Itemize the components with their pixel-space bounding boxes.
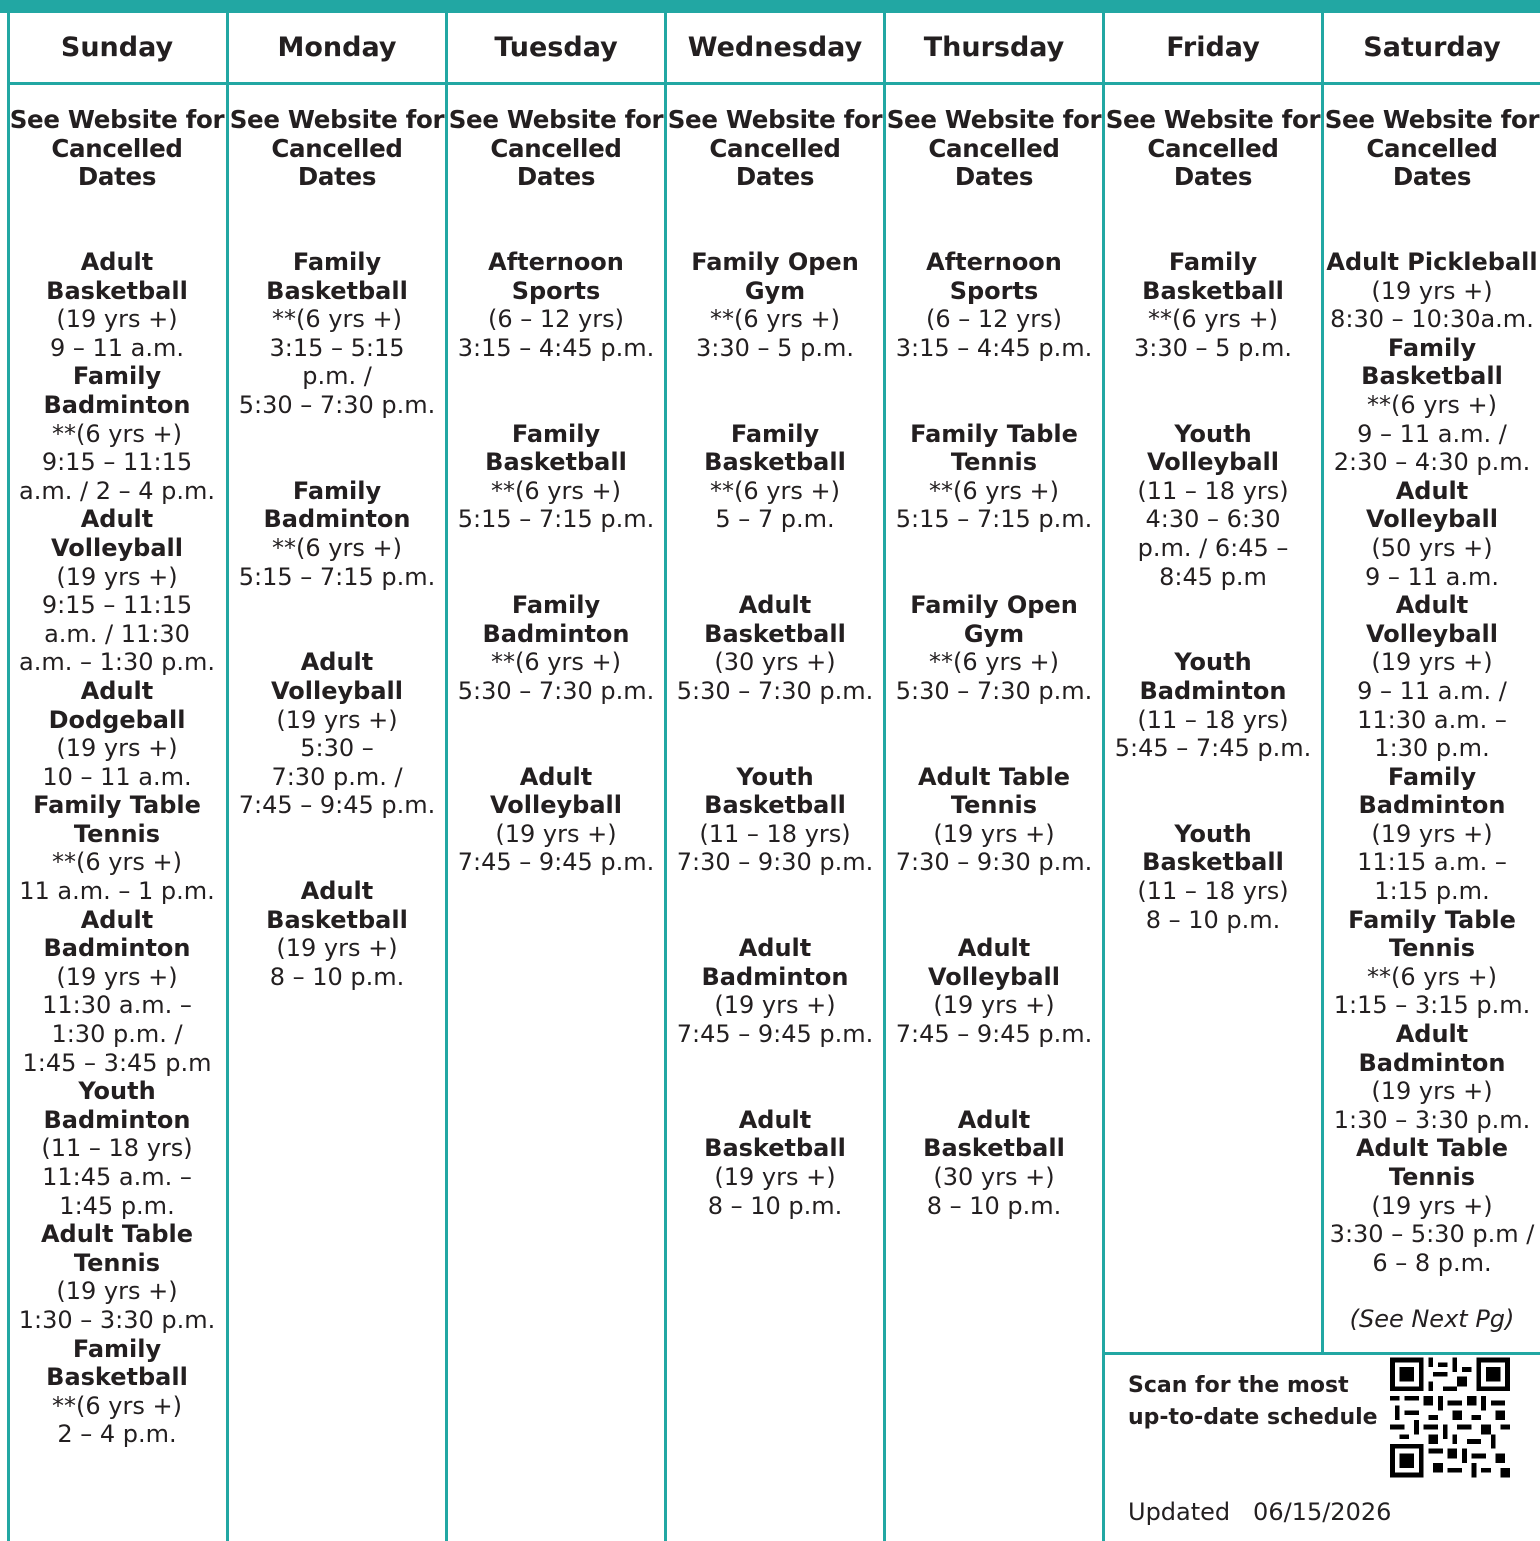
activity-item [1324, 763, 1540, 906]
activity-hours: 8 – 10 p.m. [269, 962, 405, 991]
activity-hours: 5:15 – 7:15 p.m. [238, 562, 436, 591]
activity-hours: 11:30 a.m. – [42, 991, 192, 1020]
activity-item [448, 763, 664, 877]
cancelled-note-line: Dates [516, 162, 596, 192]
spacer [448, 534, 664, 591]
activity-item [886, 1106, 1102, 1220]
activity-title: Youth [1174, 648, 1252, 677]
activity-hours: 7:45 – 9:45 p.m. [676, 1020, 874, 1049]
activity-item [667, 763, 883, 877]
activity-title: Afternoon [926, 248, 1062, 276]
activity-hours: 7:45 – 9:45 p.m. [238, 791, 436, 820]
activity-title: Family [1387, 762, 1477, 791]
activity-item [667, 1106, 883, 1220]
activity-hours: 7:45 – 9:45 p.m. [457, 848, 655, 877]
cancelled-note-line: Cancelled [709, 133, 841, 163]
activity-item [667, 420, 883, 534]
activity-title: Tennis [1388, 934, 1476, 963]
activity-title: Adult [957, 934, 1031, 963]
activity-title: Adult [80, 676, 154, 705]
activity-hours: 5:30 – 7:30 p.m. [457, 676, 655, 705]
activity-title: Adult Pickleball [1326, 248, 1538, 276]
activity-title: Adult [300, 648, 374, 677]
activity-hours: 3:15 – 4:45 p.m. [457, 333, 655, 362]
activity-age: (11 – 18 yrs) [699, 819, 851, 848]
activity-title: Sports [949, 276, 1039, 305]
activity-title: Volleyball [1147, 448, 1279, 477]
activity-hours: 8 – 10 p.m. [926, 1191, 1062, 1220]
activity-title: Family Table [33, 791, 201, 820]
activity-title: Family [511, 419, 601, 448]
activity-title: Afternoon [488, 248, 624, 276]
activity-hours: 1:30 p.m. [1374, 734, 1490, 763]
activity-item [229, 477, 445, 591]
cancelled-dates-note [886, 106, 1102, 192]
activity-hours: 3:30 – 5 p.m. [696, 333, 854, 362]
activity-list [1324, 248, 1540, 1334]
spacer [667, 362, 883, 419]
activity-title: Family [292, 476, 382, 505]
activity-title: Basketball [1142, 276, 1284, 305]
cancelled-note-line: Cancelled [490, 133, 622, 163]
activity-hours: 9 – 11 a.m. [49, 333, 185, 362]
activity-item [1105, 648, 1321, 762]
activity-title: Badminton [482, 619, 630, 648]
cancelled-note-line: Dates [954, 162, 1034, 192]
activity-title: Tennis [73, 819, 161, 848]
activity-age: **(6 yrs +) [52, 1391, 182, 1420]
activity-hours: 2:30 – 4:30 p.m. [1333, 448, 1531, 477]
cancelled-note-line: See Website for [1105, 105, 1321, 134]
activity-title: Dodgeball [48, 705, 186, 734]
activity-list [667, 248, 883, 1220]
activity-title: Badminton [263, 505, 411, 534]
activity-hours: 9 – 11 a.m. [1364, 562, 1500, 591]
activity-age: (11 – 18 yrs) [1137, 705, 1289, 734]
activity-hours: 5:30 – 7:30 p.m. [238, 390, 436, 419]
day-header: Tuesday [494, 32, 618, 63]
updated-label: Updated [1128, 1498, 1231, 1526]
activity-hours: 7:45 – 9:45 p.m. [895, 1020, 1093, 1049]
activity-title: Basketball [46, 276, 188, 305]
activity-title: Family Table [1348, 905, 1516, 934]
activity-title: Family [730, 419, 820, 448]
activity-hours: 1:45 – 3:45 p.m [22, 1048, 212, 1077]
activity-title: Adult [738, 934, 812, 963]
activity-title: Badminton [1358, 791, 1506, 820]
activity-age: (6 – 12 yrs) [926, 305, 1062, 334]
activity-title: Gym [744, 276, 806, 305]
cancelled-dates-note [667, 106, 883, 192]
activity-item [0, 248, 234, 362]
activity-hours: 1:30 – 3:30 p.m. [1333, 1105, 1531, 1134]
activity-hours: 11:15 a.m. – [1357, 848, 1507, 877]
activity-age: **(6 yrs +) [272, 305, 402, 334]
activity-age: (30 yrs +) [714, 648, 836, 677]
cancelled-note-line: See Website for [448, 105, 664, 134]
activity-item [0, 906, 234, 1078]
activity-age: **(6 yrs +) [929, 648, 1059, 677]
activity-hours: 7:30 – 9:30 p.m. [895, 848, 1093, 877]
activity-hours: 7:30 – 9:30 p.m. [676, 848, 874, 877]
activity-title: Volleyball [490, 791, 622, 820]
activity-hours: 10 – 11 a.m. [42, 762, 192, 791]
activity-age: (19 yrs +) [56, 1277, 178, 1306]
activity-title: Adult [1395, 476, 1469, 505]
spacer [886, 1049, 1102, 1106]
cancelled-dates-note [0, 106, 234, 192]
day-header: Wednesday [687, 32, 863, 63]
qr-section [1104, 1355, 1540, 1541]
activity-hours: 6 – 8 p.m. [1372, 1248, 1492, 1277]
spacer [229, 420, 445, 477]
activity-item [1105, 420, 1321, 592]
activity-title: Family Open [691, 248, 859, 276]
day-header: Friday [1166, 32, 1260, 63]
cancelled-note-line: Dates [735, 162, 815, 192]
activity-hours: 5 – 7 p.m. [715, 505, 835, 534]
activity-title: Family [292, 248, 382, 276]
cancelled-note-line: Dates [1392, 162, 1472, 192]
activity-title: Volleyball [51, 533, 183, 562]
activity-age: (19 yrs +) [56, 305, 178, 334]
cancelled-dates-note [1105, 106, 1321, 192]
cancelled-note-line: Cancelled [1147, 133, 1279, 163]
activity-title: Volleyball [928, 962, 1060, 991]
spacer [1105, 591, 1321, 648]
activity-hours: 3:15 – 4:45 p.m. [895, 333, 1093, 362]
spacer [229, 820, 445, 877]
activity-item [886, 248, 1102, 362]
activity-item [0, 677, 234, 791]
activity-age: **(6 yrs +) [1148, 305, 1278, 334]
activity-list [448, 248, 664, 877]
activity-title: Tennis [73, 1248, 161, 1277]
activity-hours: p.m. / 6:45 – [1137, 533, 1289, 562]
activity-item [448, 248, 664, 362]
spacer [448, 362, 664, 419]
activity-title: Basketball [704, 791, 846, 820]
qr-code-icon[interactable] [1390, 1355, 1510, 1480]
activity-item [1324, 334, 1540, 477]
activity-title: Family Table [910, 419, 1078, 448]
activity-age: (19 yrs +) [1371, 648, 1493, 677]
activity-title: Tennis [1388, 1163, 1476, 1191]
activity-hours: 11:45 a.m. – [42, 1163, 192, 1191]
cancelled-note-line: Dates [297, 162, 377, 192]
activity-hours: 2 – 4 p.m. [57, 1420, 177, 1449]
activity-age: (19 yrs +) [714, 1163, 836, 1191]
day-header: Sunday [60, 32, 174, 63]
activity-title: Adult [80, 248, 154, 276]
activity-hours: p.m. / [302, 362, 372, 391]
activity-title: Adult [1395, 591, 1469, 620]
activity-title: Badminton [43, 934, 191, 963]
activity-age: (11 – 18 yrs) [1137, 476, 1289, 505]
activity-item [0, 791, 234, 905]
activity-item [448, 591, 664, 705]
activity-hours: 1:45 p.m. [59, 1191, 175, 1220]
activity-title: Gym [963, 619, 1025, 648]
cancelled-note-line: See Website for [229, 105, 445, 134]
see-next-page-note: (See Next Pg) [1349, 1305, 1515, 1334]
day-header: Saturday [1363, 32, 1501, 63]
activity-hours: 9 – 11 a.m. / [1357, 419, 1507, 448]
activity-title: Adult [300, 877, 374, 906]
activity-hours: 11 a.m. – 1 p.m. [19, 877, 215, 906]
activity-item [0, 505, 234, 677]
activity-title: Basketball [923, 1134, 1065, 1163]
activity-item [667, 248, 883, 362]
activity-hours: 3:15 – 5:15 [269, 333, 405, 362]
activity-age: (19 yrs +) [495, 819, 617, 848]
spacer [886, 706, 1102, 763]
activity-item [1324, 1020, 1540, 1134]
header-bar [0, 0, 1540, 13]
cancelled-dates-note [229, 106, 445, 192]
activity-title: Adult [738, 1105, 812, 1134]
spacer [448, 706, 664, 763]
activity-hours: 5:15 – 7:15 p.m. [895, 505, 1093, 534]
activity-age: (19 yrs +) [1371, 1077, 1493, 1106]
activity-hours: a.m. / 2 – 4 p.m. [19, 476, 215, 505]
activity-list [229, 248, 445, 991]
activity-title: Family [72, 1334, 162, 1363]
activity-hours: 5:30 – 7:30 p.m. [895, 676, 1093, 705]
activity-title: Adult [1395, 1020, 1469, 1049]
spacer [886, 877, 1102, 934]
activity-title: Youth [736, 762, 814, 791]
activity-title: Tennis [950, 791, 1038, 820]
activity-item [1324, 906, 1540, 1020]
activity-age: (19 yrs +) [1371, 819, 1493, 848]
activity-item [229, 648, 445, 820]
activity-age: (19 yrs +) [714, 991, 836, 1020]
activity-hours: 4:30 – 6:30 [1145, 505, 1281, 534]
activity-item [1324, 1134, 1540, 1277]
cancelled-note-line: Cancelled [1366, 133, 1498, 163]
activity-item [1324, 591, 1540, 763]
spacer [667, 706, 883, 763]
activity-title: Adult [519, 762, 593, 791]
activity-age: (19 yrs +) [56, 734, 178, 763]
cancelled-note-line: See Website for [886, 105, 1102, 134]
activity-hours: 1:15 – 3:15 p.m. [1333, 991, 1531, 1020]
activity-hours: 3:30 – 5:30 p.m / [1329, 1220, 1535, 1249]
activity-item [448, 420, 664, 534]
activity-age: **(6 yrs +) [52, 848, 182, 877]
activity-list [0, 248, 234, 1449]
activity-title: Badminton [1139, 676, 1287, 705]
cancelled-note-line: See Website for [1324, 105, 1540, 134]
activity-hours: 8:30 – 10:30a.m. [1330, 305, 1534, 334]
activity-item [886, 934, 1102, 1048]
activity-title: Tennis [950, 448, 1038, 477]
activity-title: Family Open [910, 591, 1078, 620]
cancelled-note-line: See Website for [9, 105, 225, 134]
activity-title: Basketball [485, 448, 627, 477]
day-header: Monday [277, 32, 397, 63]
activity-item [886, 420, 1102, 534]
activity-title: Volleyball [1366, 619, 1498, 648]
activity-hours: a.m. – 1:30 p.m. [19, 648, 215, 677]
spacer [886, 534, 1102, 591]
activity-hours: 3:30 – 5 p.m. [1134, 333, 1292, 362]
activity-title: Family [1168, 248, 1258, 276]
activity-age: **(6 yrs +) [272, 533, 402, 562]
activity-title: Adult [80, 505, 154, 534]
cancelled-dates-note [448, 106, 664, 192]
activity-item [1105, 820, 1321, 934]
activity-age: **(6 yrs +) [929, 476, 1059, 505]
activity-title: Basketball [266, 276, 408, 305]
activity-title: Basketball [1142, 848, 1284, 877]
activity-age: **(6 yrs +) [710, 305, 840, 334]
activity-title: Basketball [704, 1134, 846, 1163]
activity-age: (19 yrs +) [1371, 1191, 1493, 1220]
activity-item [0, 1335, 234, 1449]
activity-age: (19 yrs +) [933, 819, 1055, 848]
cancelled-note-line: Cancelled [271, 133, 403, 163]
activity-title: Volleyball [271, 676, 403, 705]
cancelled-note-line: See Website for [667, 105, 883, 134]
cancelled-dates-note [1324, 106, 1540, 192]
scan-text: Scan for the most up-to-date schedule [1128, 1373, 1378, 1430]
activity-age: **(6 yrs +) [1367, 390, 1497, 419]
activity-title: Basketball [704, 619, 846, 648]
spacer [886, 362, 1102, 419]
spacer [667, 1049, 883, 1106]
spacer [667, 534, 883, 591]
activity-hours: 1:30 – 3:30 p.m. [18, 1305, 216, 1334]
activity-list [886, 248, 1102, 1220]
activity-title: Youth [1174, 419, 1252, 448]
activity-title: Sports [511, 276, 601, 305]
activity-title: Adult [80, 905, 154, 934]
activity-hours: 5:45 – 7:45 p.m. [1114, 734, 1312, 763]
activity-title: Adult [957, 1105, 1031, 1134]
activity-item [886, 591, 1102, 705]
activity-age: (11 – 18 yrs) [41, 1134, 193, 1163]
activity-title: Family [511, 591, 601, 620]
cancelled-note-line: Dates [1173, 162, 1253, 192]
activity-item [1105, 248, 1321, 362]
activity-age: (30 yrs +) [933, 1163, 1055, 1191]
activity-title: Basketball [1361, 362, 1503, 391]
activity-item [0, 362, 234, 505]
activity-age: (19 yrs +) [276, 705, 398, 734]
activity-age: **(6 yrs +) [1367, 962, 1497, 991]
activity-hours: 11:30 a.m. – [1357, 705, 1507, 734]
activity-title: Badminton [43, 1105, 191, 1134]
activity-hours: 5:30 – 7:30 p.m. [676, 676, 874, 705]
activity-hours: 8:45 p.m [1159, 562, 1267, 591]
activity-item [886, 763, 1102, 877]
activity-title: Badminton [701, 962, 849, 991]
activity-age: (11 – 18 yrs) [1137, 877, 1289, 906]
activity-hours: a.m. / 11:30 [44, 619, 190, 648]
activity-title: Youth [78, 1077, 156, 1106]
activity-title: Badminton [1358, 1048, 1506, 1077]
activity-age: **(6 yrs +) [52, 419, 182, 448]
activity-item [667, 591, 883, 705]
activity-age: (19 yrs +) [56, 962, 178, 991]
activity-title: Adult [738, 591, 812, 620]
spacer [1105, 763, 1321, 820]
activity-title: Volleyball [1366, 505, 1498, 534]
cancelled-note-line: Cancelled [928, 133, 1060, 163]
spacer [229, 591, 445, 648]
activity-item [0, 1220, 234, 1334]
activity-title: Adult Table [1355, 1134, 1509, 1163]
activity-item [0, 1077, 234, 1220]
activity-hours: 1:30 p.m. / [51, 1020, 183, 1049]
activity-item [1324, 477, 1540, 591]
activity-title: Basketball [704, 448, 846, 477]
activity-item [1324, 248, 1540, 334]
activity-age: **(6 yrs +) [491, 476, 621, 505]
activity-hours: 5:30 – [300, 734, 374, 763]
activity-item [667, 934, 883, 1048]
activity-hours: 9 – 11 a.m. / [1357, 676, 1507, 705]
activity-title: Family [72, 362, 162, 391]
activity-item [229, 248, 445, 420]
activity-age: **(6 yrs +) [710, 476, 840, 505]
activity-age: (50 yrs +) [1371, 533, 1493, 562]
activity-hours: 5:15 – 7:15 p.m. [457, 505, 655, 534]
cancelled-note-line: Cancelled [51, 133, 183, 163]
day-header: Thursday [923, 32, 1065, 63]
activity-title: Youth [1174, 819, 1252, 848]
activity-title: Adult Table [40, 1220, 194, 1249]
activity-age: (19 yrs +) [276, 934, 398, 963]
activity-hours: 8 – 10 p.m. [707, 1191, 843, 1220]
activity-hours: 9:15 – 11:15 [41, 591, 193, 620]
activity-title: Basketball [46, 1363, 188, 1392]
activity-title: Adult Table [917, 762, 1071, 791]
activity-age: (6 – 12 yrs) [488, 305, 624, 334]
activity-age: **(6 yrs +) [491, 648, 621, 677]
activity-list [1105, 248, 1321, 934]
activity-age: (19 yrs +) [56, 562, 178, 591]
activity-age: (19 yrs +) [1371, 276, 1493, 305]
cancelled-note-line: Dates [77, 162, 157, 192]
activity-title: Basketball [266, 905, 408, 934]
activity-hours: 1:15 p.m. [1374, 877, 1490, 906]
activity-hours: 7:30 p.m. / [271, 762, 403, 791]
updated-date: 06/15/2026 [1253, 1498, 1392, 1526]
spacer [667, 877, 883, 934]
updated-line [1128, 1498, 1391, 1526]
activity-age: (19 yrs +) [933, 991, 1055, 1020]
activity-hours: 8 – 10 p.m. [1145, 905, 1281, 934]
activity-item [229, 877, 445, 991]
spacer [1105, 362, 1321, 419]
activity-title: Badminton [43, 390, 191, 419]
activity-hours: 9:15 – 11:15 [41, 448, 193, 477]
activity-title: Family [1387, 333, 1477, 362]
